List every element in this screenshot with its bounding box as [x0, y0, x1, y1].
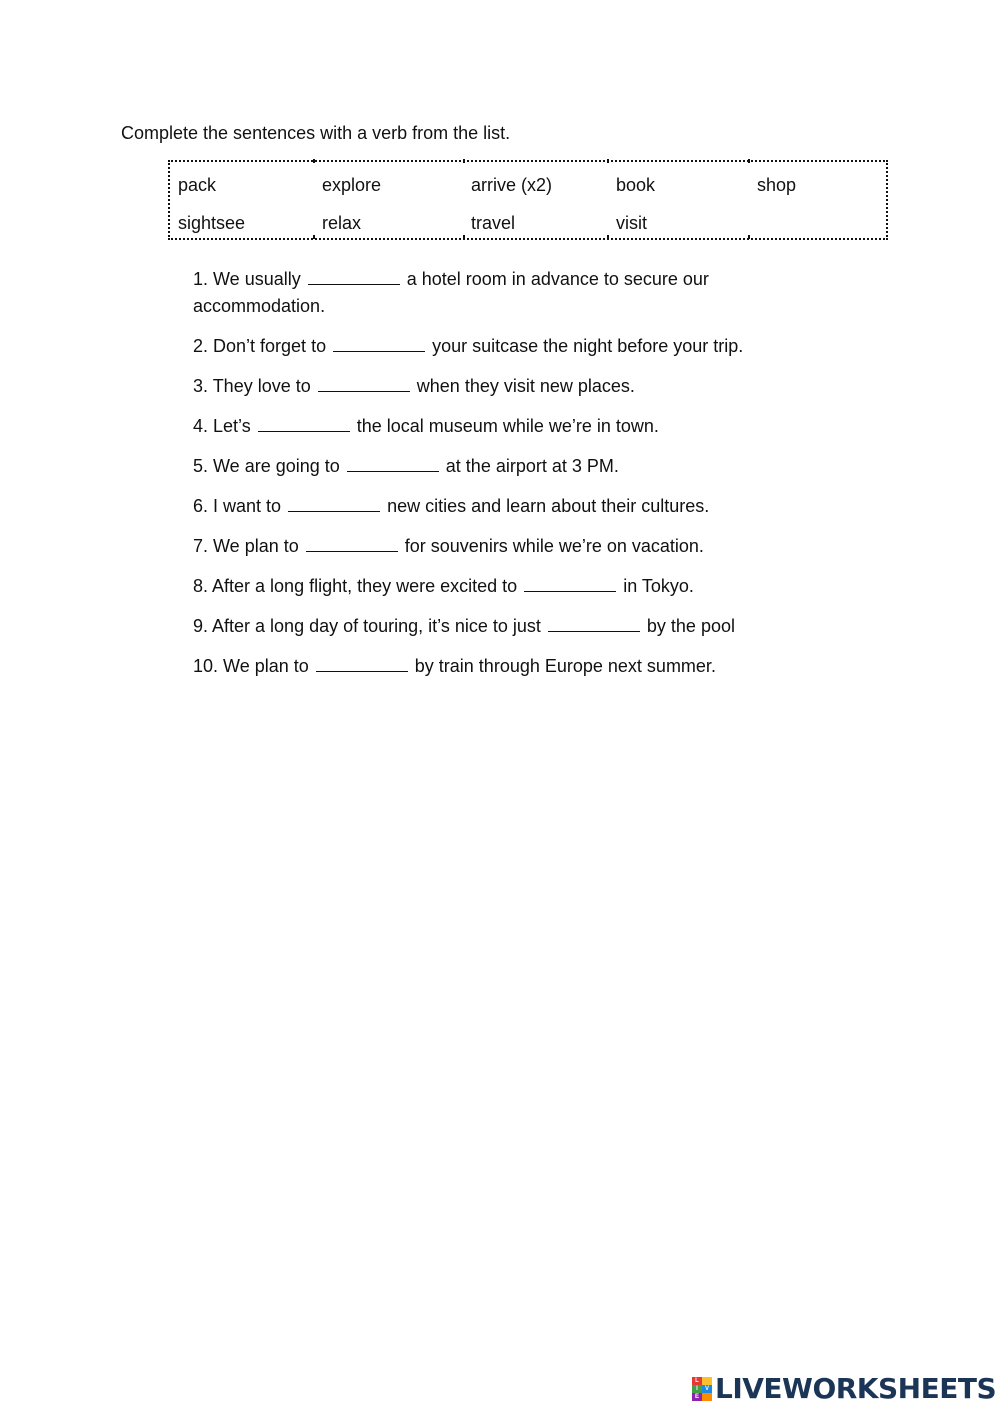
- answer-blank[interactable]: [548, 617, 640, 632]
- sentence-after: for souvenirs while we’re on vacation.: [404, 536, 704, 556]
- logo-mark-cell: I: [692, 1385, 702, 1393]
- answer-blank[interactable]: [318, 377, 410, 392]
- sentence-after: your suitcase the night before your trip.: [432, 336, 744, 356]
- word-bank-word: book: [616, 175, 656, 195]
- answer-blank[interactable]: [258, 417, 350, 432]
- word-bank-box: [168, 160, 888, 240]
- sentence-after: at the airport at 3 PM.: [445, 456, 619, 476]
- sentence-after: by the pool: [646, 616, 735, 636]
- sentence-continuation: accommodation.: [193, 296, 326, 316]
- liveworksheets-logo[interactable]: [692, 1374, 996, 1404]
- sentence-after: in Tokyo.: [623, 576, 694, 596]
- answer-blank[interactable]: [308, 270, 400, 285]
- word-bank-word: relax: [322, 213, 362, 233]
- logo-text: LIVEWORKSHEETS: [715, 1372, 997, 1405]
- answer-blank[interactable]: [347, 457, 439, 472]
- sentence-item: [193, 533, 793, 560]
- word-bank-divider: [463, 159, 465, 239]
- logo-mark-cell: L: [692, 1377, 702, 1385]
- sentence-before: 4. Let’s: [193, 416, 251, 436]
- sentence-before: 6. I want to: [193, 496, 282, 516]
- answer-blank[interactable]: [524, 577, 616, 592]
- answer-blank[interactable]: [288, 497, 380, 512]
- sentence-line: [193, 266, 793, 293]
- sentence-after: the local museum while we’re in town.: [356, 416, 659, 436]
- word-bank-divider: [313, 159, 315, 239]
- sentence-item: [193, 333, 793, 360]
- sentence-item: [193, 373, 793, 400]
- logo-mark-cell: V: [702, 1385, 712, 1393]
- sentence-after: a hotel room in advance to secure our: [406, 269, 709, 289]
- word-bank-word: shop: [757, 175, 797, 195]
- sentence-after: new cities and learn about their cultures.: [387, 496, 710, 516]
- word-bank-divider: [748, 159, 750, 239]
- word-bank-word: arrive (x2): [471, 175, 553, 195]
- logo-mark-cell: [702, 1393, 712, 1401]
- answer-blank[interactable]: [306, 537, 398, 552]
- sentence-before: 8. After a long flight, they were excited to: [193, 576, 518, 596]
- answer-blank[interactable]: [333, 337, 425, 352]
- sentence-list: [193, 266, 793, 693]
- word-bank-word: travel: [471, 213, 516, 233]
- sentence-item: [193, 493, 793, 520]
- answer-blank[interactable]: [316, 657, 408, 672]
- sentence-after: by train through Europe next summer.: [414, 656, 716, 676]
- word-bank-word: explore: [322, 175, 382, 195]
- sentence-after: when they visit new places.: [416, 376, 635, 396]
- word-bank-divider: [607, 159, 609, 239]
- sentence-item: [193, 453, 793, 480]
- sentence-item: [193, 413, 793, 440]
- sentence-item: [193, 653, 793, 680]
- sentence-item: [193, 266, 793, 320]
- sentence-before: 1. We usually: [193, 269, 301, 289]
- sentence-before: 9. After a long day of touring, it’s nice to just: [193, 616, 541, 636]
- sentence-before: 2. Don’t forget to: [193, 336, 327, 356]
- sentence-before: 5. We are going to: [193, 456, 340, 476]
- logo-mark-icon: [692, 1377, 712, 1401]
- word-bank-word: pack: [178, 175, 217, 195]
- logo-mark-cell: E: [692, 1393, 702, 1401]
- sentence-item: [193, 613, 793, 640]
- word-bank-word: visit: [616, 213, 647, 233]
- instruction-text: Complete the sentences with a verb from the list.: [121, 123, 511, 143]
- word-bank-word: sightsee: [178, 213, 246, 233]
- logo-mark-cell: [702, 1377, 712, 1385]
- sentence-before: 3. They love to: [193, 376, 311, 396]
- sentence-before: 7. We plan to: [193, 536, 299, 556]
- sentence-item: [193, 573, 793, 600]
- sentence-before: 10. We plan to: [193, 656, 309, 676]
